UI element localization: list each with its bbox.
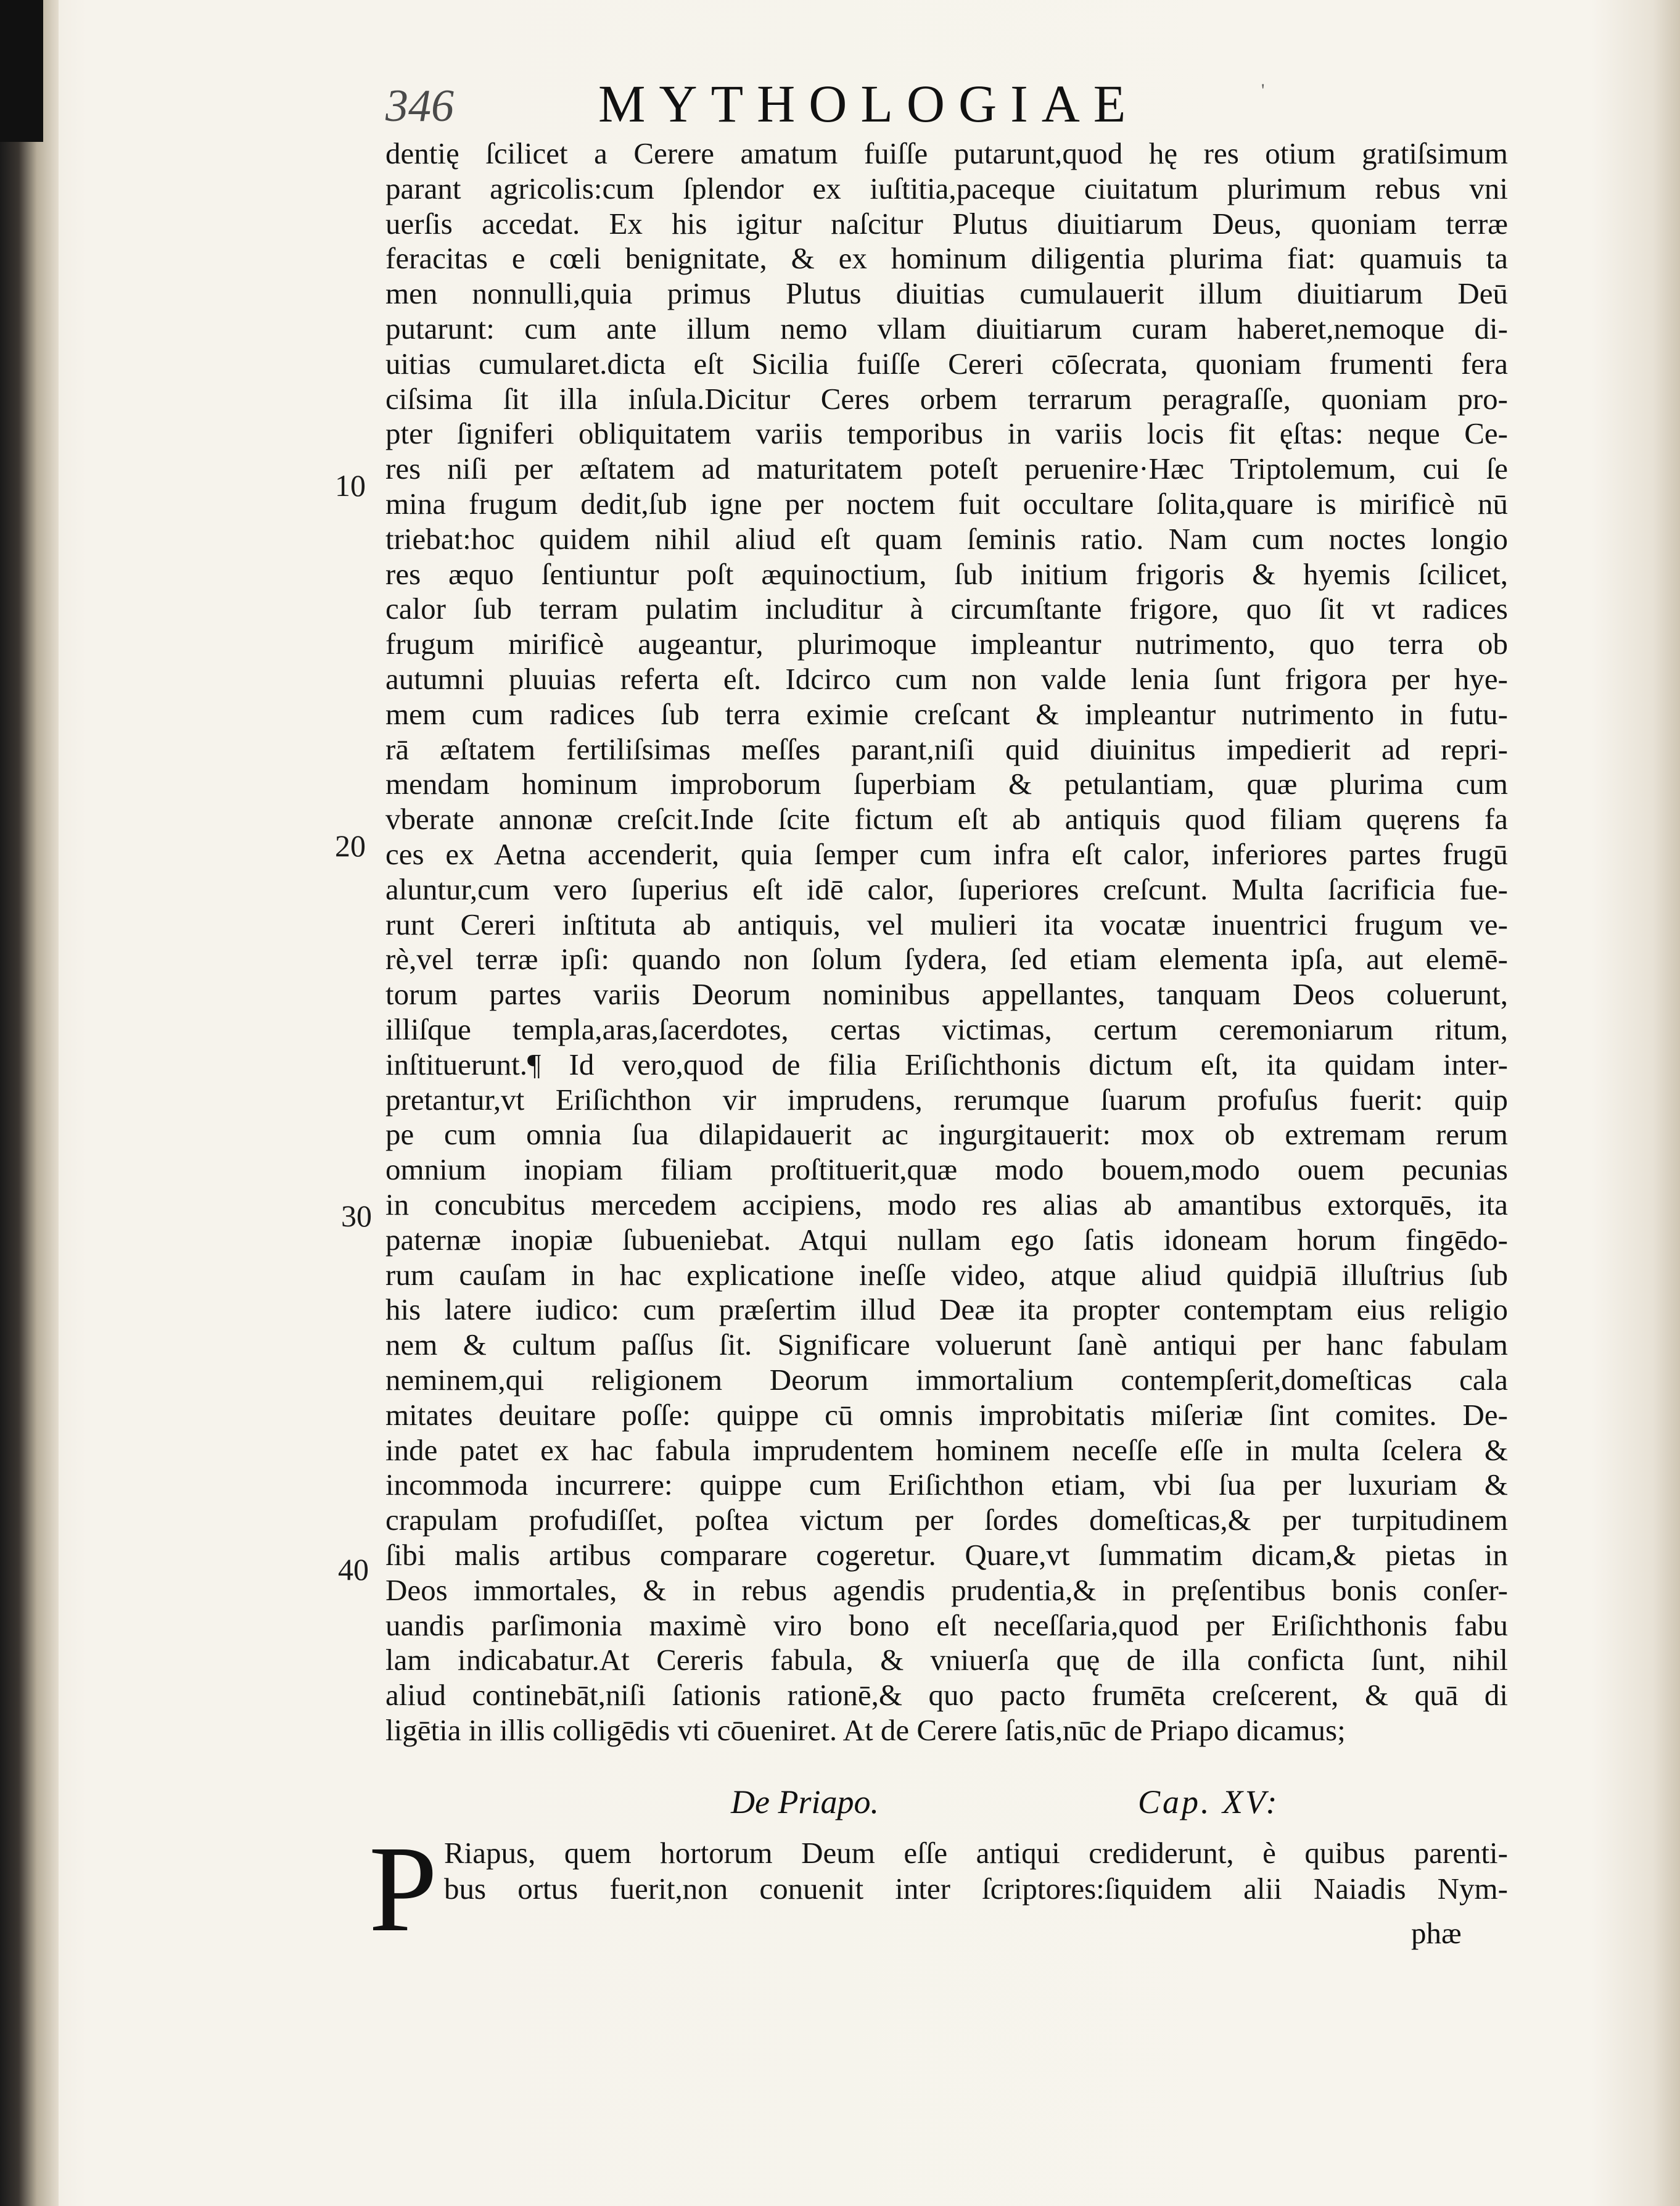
catchword: phæ [1411,1916,1462,1950]
text-line: mitates deuitare poſſe: quippe cū omnis improbitatis miſeriæ ſint comites. De- [385,1397,1508,1432]
text-line: inde patet ex hac fabula imprudentem hominem neceſſe eſſe in multa ſcelera & [385,1432,1508,1467]
text-line: mem cum radices ſub terra eximie creſcant & impleantur nutrimento in futu- [385,696,1508,731]
text-line: vberate annonæ creſcit.Inde ſcite fictum eſt ab antiquis quod filiam quęrens fa [385,802,1508,837]
text-line: feracitas e cœli benignitate, & ex hominum diligentia plurima fiat: quamuis ta [385,241,1508,276]
text-line: runt Cereri inſtituta ab antiquis, vel mulieri ita vocatæ inuentrici frugum ve- [385,907,1508,941]
text-line: rā æſtatem fertiliſsimas meſſes parant,niſi quid diuinitus impedierit ad repri- [385,732,1508,766]
text-line: uandis parſimonia maximè viro bono eſt neceſſaria,quod per Eriſichthonis fabu [385,1608,1508,1642]
text-line: calor ſub terram pulatim includitur à circumſtante frigore, quo ſit vt radices [385,592,1508,626]
page-number: 346 [385,81,454,131]
text-line: illiſque templa,aras,ſacerdotes, certas victimas, certum ceremoniarum ritum, [385,1012,1508,1046]
text-line: in concubitus mercedem accipiens, modo res alias ab amantibus extorquēs, ita [385,1188,1508,1221]
text-line: aluntur,cum vero ſuperius eſt idē calor, ſuperiores creſcunt. Multa ſacrificia fue- [385,872,1508,906]
text-line: ciſsima ſit illa inſula.Dicitur Ceres orbem terrarum peragraſſe, quoniam pro- [385,381,1508,416]
chapter-heading [385,1783,1335,1826]
text-line: ſibi malis artibus comparare cogeretur. Quare,vt ſummatim dicam,& pietas in [385,1538,1508,1572]
text-line: incommoda incurrere: quippe cum Eriſichthon etiam, vbi ſua per luxuriam & [385,1468,1508,1502]
text-line: aliud continebāt,niſi ſationis rationē,& quo pacto frumēta creſcerent, & quā di [385,1678,1508,1712]
text-line: paternæ inopiæ ſubueniebat. Atqui nullam ego ſatis idoneam horum fingēdo- [385,1222,1508,1257]
chapter-title: De Priapo. [731,1783,879,1820]
text-line: crapulam profudiſſet, poſtea victum per ſordes domeſticas,& per turpitudinem [385,1503,1508,1537]
text-line: mina frugum dedit,ſub igne per noctem fuit occultare ſolita,quare is mirificè nū [385,487,1508,521]
text-line: uitias cumularet.dicta eſt Sicilia fuiſſe Cereri cōſecrata, quoniam frumenti fera [385,346,1508,381]
text-line: pe cum omnia ſua dilapidauerit ac ingurgitauerit: mox ob extremam rerum [385,1117,1508,1152]
text-line: Deos immortales, & in rebus agendis prudentia,& in pręſentibus bonis conſer- [385,1572,1508,1607]
text-line: triebat:hoc quidem nihil aliud eſt quam ſeminis ratio. Nam cum noctes longio [385,521,1508,556]
text-line: rum cauſam in hac explicatione ineſſe video, atque aliud quidpiā illuſtrius ſub [385,1257,1508,1292]
text-line: res niſi per æſtatem ad maturitatem poteſt peruenire·Hæc Triptolemum, cui ſe [385,452,1508,486]
text-line: pretantur,vt Eriſichthon vir imprudens, rerumque ſuarum profuſus fuerit: quip [385,1082,1508,1117]
stray-mark: ' [1261,80,1265,101]
text-line: inſtituerunt.¶ Id vero,quod de filia Eriſichthonis dictum eſt, ita quidam inter- [385,1047,1508,1081]
margin-number-20: 20 [335,828,366,863]
drop-cap: P [369,1821,438,1957]
page-header [385,73,1274,141]
spine-shadow [0,0,43,142]
margin-number-30: 30 [341,1199,372,1233]
chapter-number: Cap. XV: [1138,1783,1280,1820]
chapter-text-line: bus ortus fuerit,non conuenit inter ſcriptores:ſiquidem alii Naiadis Nym- [444,1872,1508,1906]
text-line: putarunt: cum ante illum nemo vllam diuitiarum curam haberet,nemoque di- [385,312,1508,345]
text-line: his latere iudico: cum præſertim illud Deæ ita propter contemptam eius religio [385,1292,1508,1327]
text-line: nem & cultum paſſus ſit. Significare voluerunt ſanè antiqui per hanc fabulam [385,1328,1508,1362]
text-line: neminem,qui religionem Deorum immortalium contempſerit,domeſticas cala [385,1363,1508,1397]
text-line: dentię ſcilicet a Cerere amatum fuiſſe putarunt,quod hę res otium gratiſsimum [385,136,1508,170]
text-line: torum partes variis Deorum nominibus appellantes, tanquam Deos coluerunt, [385,977,1508,1012]
text-line: frugum mirificè augeantur, plurimoque impleantur nutrimento, quo terra ob [385,627,1508,661]
text-line: lam indicabatur.At Cereris fabula, & vniuerſa quę de illa conficta ſunt, nihil [385,1643,1508,1677]
running-title: MYTHOLOGIAE [598,74,1140,133]
text-line: uerſis accedat. Ex his igitur naſcitur Plutus diuitiarum Deus, quoniam terræ [385,206,1508,241]
text-line: ligētia in illis colligēdis vti cōueniret. At de Cerere ſatis,nūc de Priapo dicamus; [385,1713,1346,1747]
text-line: pter ſigniferi obliquitatem variis temporibus in variis locis fit ęſtas: neque Ce- [385,416,1508,451]
text-line: men nonnulli,quia primus Plutus diuitias cumulauerit illum diuitiarum Deū [385,276,1508,311]
text-line: autumni pluuias referta eſt. Idcirco cum non valde lenia ſunt frigora per hye- [385,662,1508,696]
text-line: ces ex Aetna accenderit, quia ſemper cum infra eſt calor, inferiores partes frugū [385,837,1508,871]
margin-number-40: 40 [338,1552,369,1587]
text-line: parant agricolis:cum ſplendor ex iuſtitia,paceque ciuitatum plurimum rebus vni [385,171,1508,205]
margin-number-10: 10 [335,468,366,503]
text-line: res æquo ſentiuntur poſt æquinoctium, ſub initium frigoris & hyemis ſcilicet, [385,556,1508,591]
chapter-text-line: Riapus, quem hortorum Deum eſſe antiqui crediderunt, è quibus parenti- [444,1836,1508,1870]
text-line: omnium inopiam filiam proſtituerit,quæ modo bouem,modo ouem pecunias [385,1152,1508,1187]
book-spine [0,0,59,2206]
text-line: mendam hominum improborum ſuperbiam & petulantiam, quæ plurima cum [385,767,1508,801]
text-line: rè,vel terræ ipſi: quando non ſolum ſydera, ſed etiam elementa ipſa, aut elemē- [385,942,1508,977]
